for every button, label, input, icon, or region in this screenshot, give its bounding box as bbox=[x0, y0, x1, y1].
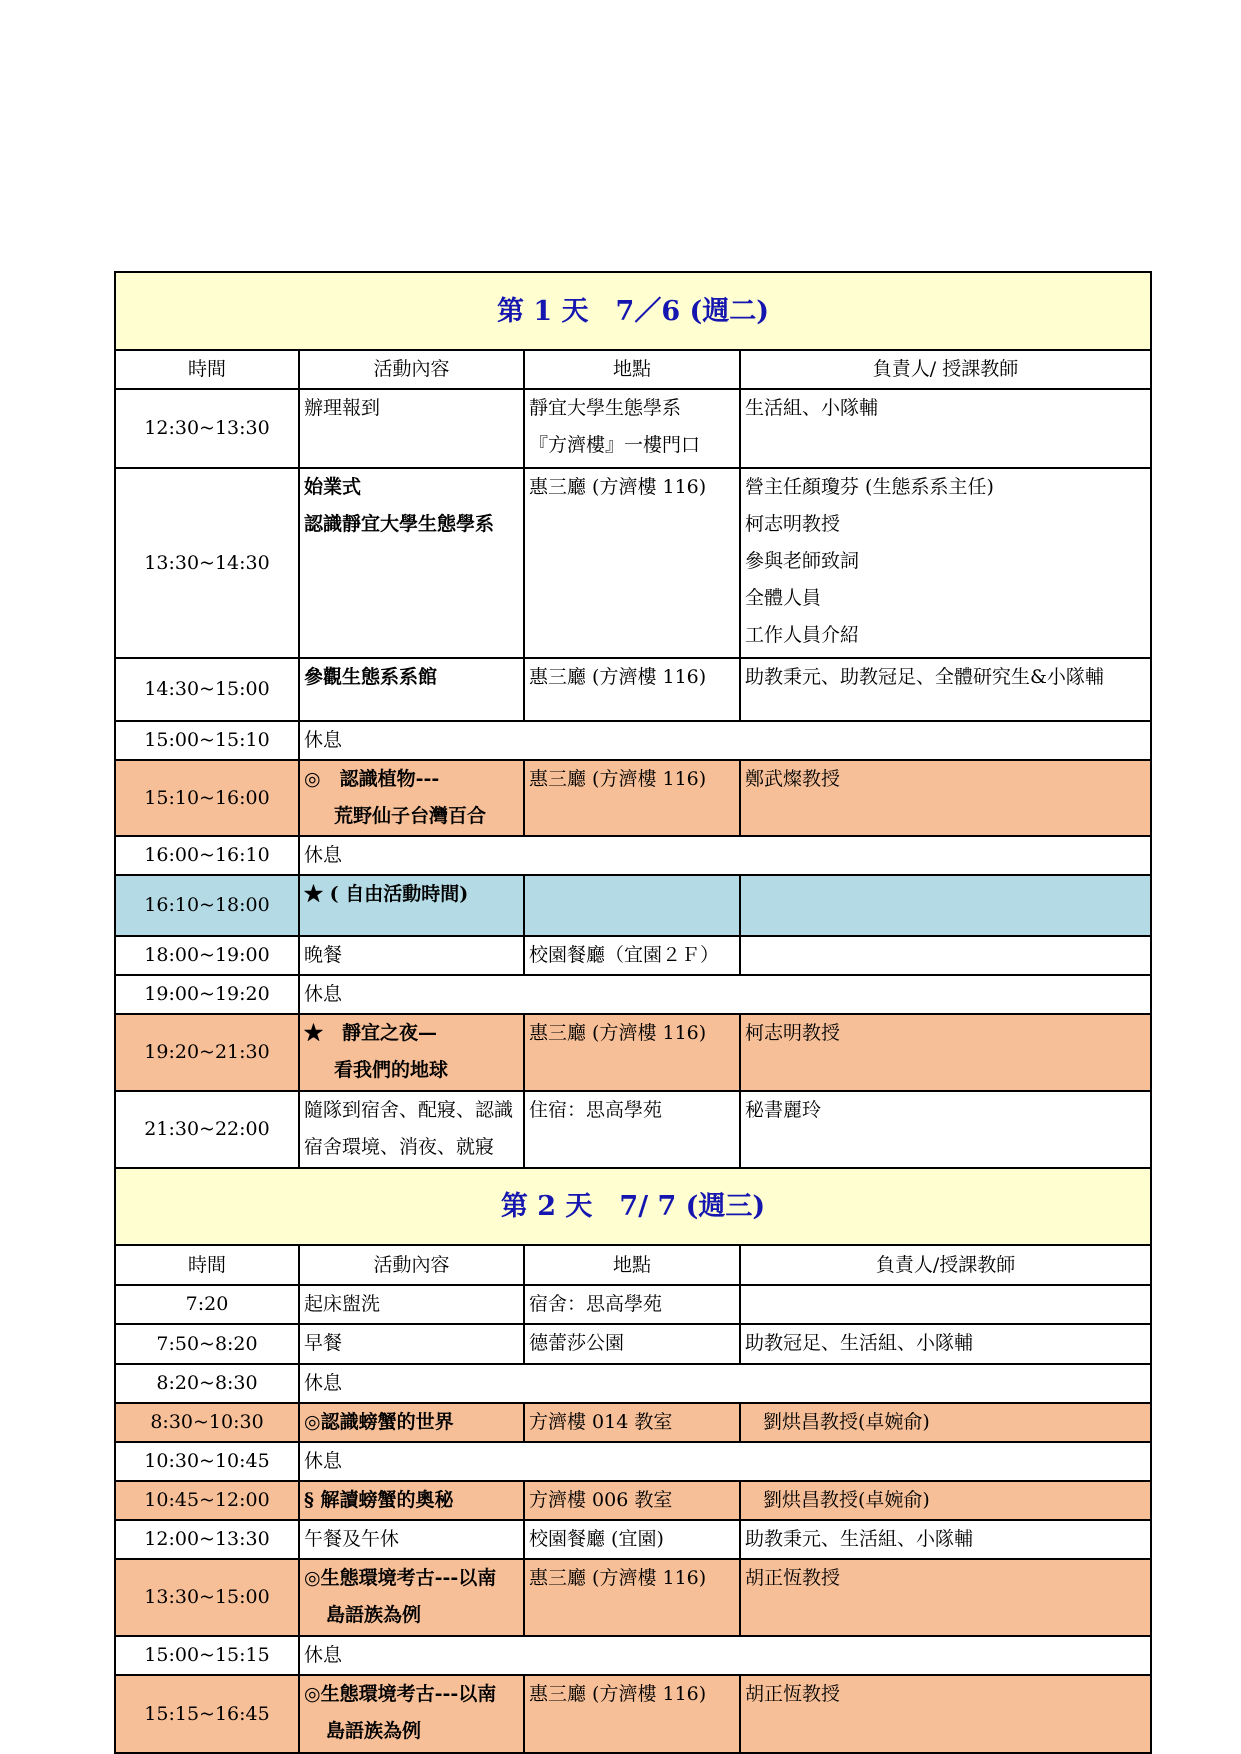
time-cell: 18:00~19:00 bbox=[115, 936, 299, 975]
header-person: 負責人/授課教師 bbox=[740, 1245, 1151, 1285]
activity-cell: 休息 bbox=[299, 1442, 1151, 1481]
header-place: 地點 bbox=[524, 350, 740, 389]
person-cell: 劉烘昌教授(卓婉俞) bbox=[740, 1403, 1151, 1442]
activity-cell: 辦理報到 bbox=[299, 389, 524, 468]
table-row bbox=[115, 875, 1151, 936]
table-row bbox=[115, 468, 1151, 658]
time-cell: 19:00~19:20 bbox=[115, 975, 299, 1014]
time-cell: 12:30~13:30 bbox=[115, 389, 299, 468]
activity-cell: 休息 bbox=[299, 975, 1151, 1014]
time-cell: 8:20~8:30 bbox=[115, 1364, 299, 1403]
person-cell: 柯志明教授 bbox=[740, 1014, 1151, 1091]
time-cell: 12:00~13:30 bbox=[115, 1520, 299, 1559]
time-cell: 10:30~10:45 bbox=[115, 1442, 299, 1481]
time-cell: 21:30~22:00 bbox=[115, 1091, 299, 1168]
activity-line: ◎生態環境考古---以南 bbox=[304, 1567, 497, 1589]
person-cell: 助教秉元、生活組、小隊輔 bbox=[740, 1520, 1151, 1559]
person-line: 工作人員介紹 bbox=[745, 624, 860, 646]
table-row bbox=[115, 1091, 1151, 1168]
person-cell: 助教秉元、助教冠足、全體研究生&小隊輔 bbox=[740, 658, 1151, 721]
table-row bbox=[115, 1442, 1151, 1481]
activity-line: 看我們的地球 bbox=[334, 1059, 449, 1081]
person-cell: 胡正恆教授 bbox=[740, 1559, 1151, 1636]
table-row bbox=[115, 1324, 1151, 1364]
time-cell: 8:30~10:30 bbox=[115, 1403, 299, 1442]
time-cell: 15:15~16:45 bbox=[115, 1675, 299, 1753]
time-cell: 13:30~14:30 bbox=[115, 468, 299, 658]
table-row bbox=[115, 1403, 1151, 1442]
table-row bbox=[115, 1636, 1151, 1675]
time-cell: 14:30~15:00 bbox=[115, 658, 299, 721]
activity-cell: 早餐 bbox=[299, 1324, 524, 1364]
place-cell: 方濟樓 014 教室 bbox=[524, 1403, 740, 1442]
time-cell: 7:50~8:20 bbox=[115, 1324, 299, 1364]
person-cell: 鄭武燦教授 bbox=[740, 760, 1151, 836]
person-line: 營主任顏瓊芬 (生態系系主任) bbox=[745, 476, 994, 498]
place-cell: 校園餐廳 (宜園) bbox=[524, 1520, 740, 1559]
person-cell bbox=[740, 389, 1151, 468]
header-activity: 活動內容 bbox=[299, 1245, 524, 1285]
place-cell bbox=[524, 389, 740, 468]
activity-cell: 休息 bbox=[299, 721, 1151, 760]
activity-line: 始業式 bbox=[304, 476, 362, 498]
activity-line: 宿舍環境、消夜、就寢 bbox=[304, 1136, 495, 1158]
person-line: 參與老師致詞 bbox=[745, 550, 860, 572]
activity-line: 認識靜宜大學生態學系 bbox=[304, 513, 495, 535]
time-cell: 15:00~15:10 bbox=[115, 721, 299, 760]
place-line: 靜宜大學生態學系 bbox=[529, 397, 682, 419]
table-row bbox=[115, 1364, 1151, 1403]
person-line: 全體人員 bbox=[745, 587, 822, 609]
place-line: 『方濟樓』一樓門口 bbox=[529, 434, 701, 456]
activity-line: 島語族為例 bbox=[326, 1604, 422, 1626]
header-place: 地點 bbox=[524, 1245, 740, 1285]
activity-cell bbox=[299, 1091, 524, 1168]
place-cell: 惠三廳 (方濟樓 116) bbox=[524, 1559, 740, 1636]
activity-cell: 午餐及午休 bbox=[299, 1520, 524, 1559]
activity-cell: § 解讀螃蟹的奧秘 bbox=[299, 1481, 524, 1520]
table-row bbox=[115, 760, 1151, 836]
person-cell bbox=[740, 1285, 1151, 1324]
activity-cell: 休息 bbox=[299, 1636, 1151, 1675]
table-row bbox=[115, 1285, 1151, 1324]
person-cell: 劉烘昌教授(卓婉俞) bbox=[740, 1481, 1151, 1520]
place-cell: 德蕾莎公園 bbox=[524, 1324, 740, 1364]
schedule-document bbox=[114, 271, 1150, 1754]
person-cell bbox=[740, 936, 1151, 975]
activity-cell: 參觀生態系系館 bbox=[299, 658, 524, 721]
time-cell: 7:20 bbox=[115, 1285, 299, 1324]
header-person: 負責人/ 授課教師 bbox=[740, 350, 1151, 389]
table-row bbox=[115, 836, 1151, 875]
activity-line: ◎ 認識植物--- bbox=[304, 768, 440, 790]
time-cell: 16:10~18:00 bbox=[115, 875, 299, 936]
table-row bbox=[115, 975, 1151, 1014]
time-cell: 16:00~16:10 bbox=[115, 836, 299, 875]
time-cell: 15:00~15:15 bbox=[115, 1636, 299, 1675]
person-line: 生活組、小隊輔 bbox=[745, 397, 879, 419]
activity-cell bbox=[299, 1014, 524, 1091]
header-activity: 活動內容 bbox=[299, 350, 524, 389]
person-cell: 胡正恆教授 bbox=[740, 1675, 1151, 1753]
place-cell: 惠三廳 (方濟樓 116) bbox=[524, 468, 740, 658]
activity-line: ★ 靜宜之夜— bbox=[304, 1022, 438, 1044]
time-cell: 13:30~15:00 bbox=[115, 1559, 299, 1636]
time-cell: 10:45~12:00 bbox=[115, 1481, 299, 1520]
person-cell: 秘書麗玲 bbox=[740, 1091, 1151, 1168]
table-row bbox=[115, 1675, 1151, 1753]
table-row bbox=[115, 1559, 1151, 1636]
activity-cell: 起床盥洗 bbox=[299, 1285, 524, 1324]
person-cell bbox=[740, 468, 1151, 658]
activity-cell bbox=[299, 760, 524, 836]
activity-cell: ◎認識螃蟹的世界 bbox=[299, 1403, 524, 1442]
place-cell: 宿舍：思高學苑 bbox=[524, 1285, 740, 1324]
place-cell: 惠三廳 (方濟樓 116) bbox=[524, 658, 740, 721]
activity-line: 島語族為例 bbox=[326, 1720, 422, 1742]
header-time: 時間 bbox=[115, 1245, 299, 1285]
activity-line: ◎生態環境考古---以南 bbox=[304, 1683, 497, 1705]
table-row bbox=[115, 389, 1151, 468]
activity-cell: ★ ( 自由活動時間) bbox=[299, 875, 524, 936]
person-line: 柯志明教授 bbox=[745, 513, 841, 535]
activity-line: 荒野仙子台灣百合 bbox=[334, 805, 487, 827]
table-row bbox=[115, 721, 1151, 760]
time-cell: 15:10~16:00 bbox=[115, 760, 299, 836]
person-cell bbox=[740, 875, 1151, 936]
place-cell: 惠三廳 (方濟樓 116) bbox=[524, 1675, 740, 1753]
table-row bbox=[115, 1481, 1151, 1520]
place-cell: 惠三廳 (方濟樓 116) bbox=[524, 1014, 740, 1091]
person-cell: 助教冠足、生活組、小隊輔 bbox=[740, 1324, 1151, 1364]
activity-cell: 晚餐 bbox=[299, 936, 524, 975]
day1-title: 第 1 天 7／6 (週二) bbox=[115, 272, 1151, 350]
activity-line: 隨隊到宿舍、配寢、認識 bbox=[304, 1099, 514, 1121]
activity-cell bbox=[299, 1559, 524, 1636]
schedule-table bbox=[114, 271, 1152, 1754]
place-cell: 校園餐廳（宜園２Ｆ） bbox=[524, 936, 740, 975]
table-row bbox=[115, 1520, 1151, 1559]
place-cell: 惠三廳 (方濟樓 116) bbox=[524, 760, 740, 836]
activity-cell bbox=[299, 1675, 524, 1753]
day2-title: 第 2 天 7/ 7 (週三) bbox=[115, 1168, 1151, 1245]
place-cell: 住宿：思高學苑 bbox=[524, 1091, 740, 1168]
activity-cell: 休息 bbox=[299, 1364, 1151, 1403]
place-cell: 方濟樓 006 教室 bbox=[524, 1481, 740, 1520]
header-time: 時間 bbox=[115, 350, 299, 389]
table-row bbox=[115, 936, 1151, 975]
activity-cell: 休息 bbox=[299, 836, 1151, 875]
table-row bbox=[115, 658, 1151, 721]
time-cell: 19:20~21:30 bbox=[115, 1014, 299, 1091]
activity-cell bbox=[299, 468, 524, 658]
place-cell bbox=[524, 875, 740, 936]
table-row bbox=[115, 1014, 1151, 1091]
